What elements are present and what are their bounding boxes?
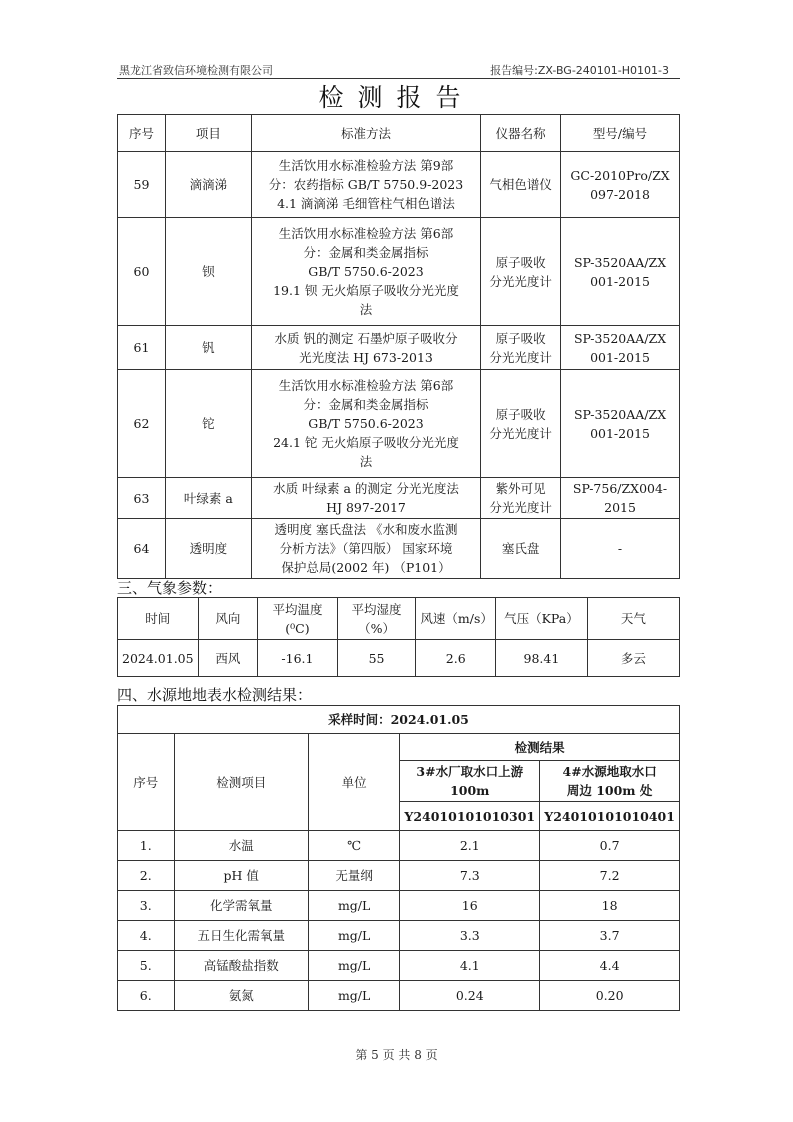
wx-time: 2024.01.05: [118, 640, 199, 677]
row-method: [251, 218, 481, 326]
wr-v1: 16: [400, 891, 540, 921]
row-method-line: 水质 叶绿素 a 的测定 分光光度法: [273, 481, 459, 496]
water-results-table: [117, 705, 680, 1011]
row-model: [561, 326, 680, 370]
wr-site1-l2: 100m: [450, 783, 490, 798]
wx-temp: -16.1: [258, 640, 338, 677]
wr-item: 水温: [174, 831, 308, 861]
wr-header-item: 检测项目: [174, 734, 308, 831]
row-no: 61: [118, 326, 166, 370]
wr-code1: Y24010101010301: [400, 802, 540, 831]
weather-table: [117, 597, 680, 677]
row-no: 64: [118, 519, 166, 579]
row-model-line: -: [617, 541, 623, 556]
row-method-line: 透明度 塞氏盘法 《水和废水监测: [274, 522, 458, 537]
wr-no: 4.: [118, 921, 175, 951]
wx-header-time: 时间: [118, 598, 199, 640]
col-header-instrument: 仪器名称: [481, 115, 561, 152]
wr-no: 1.: [118, 831, 175, 861]
row-instrument-line: 塞氏盘: [501, 541, 540, 556]
row-instrument: [481, 370, 561, 478]
wr-site2-l1: 4#水源地取水口: [562, 764, 657, 779]
col-header-method: 标准方法: [251, 115, 481, 152]
sampling-time: 采样时间：2024.01.05: [118, 706, 680, 734]
row-instrument-line: 原子吸收: [495, 254, 546, 270]
weather-data-row: [118, 640, 680, 677]
wr-site1-l1: 3#水厂取水口上游: [416, 764, 524, 779]
row-method-line: 法: [359, 454, 373, 469]
row-no: 62: [118, 370, 166, 478]
wr-v1: 7.3: [400, 861, 540, 891]
row-model: [561, 478, 680, 519]
row-method-line: 19.1 钡 无火焰原子吸收分光光度: [273, 283, 459, 298]
row-instrument: [481, 478, 561, 519]
wr-no: 5.: [118, 951, 175, 981]
wr-v2: 7.2: [540, 861, 680, 891]
row-method-line: 分：农药指标 GB/T 5750.9-2023: [268, 177, 464, 192]
row-no: 63: [118, 478, 166, 519]
wr-unit: ℃: [308, 831, 399, 861]
row-model-line: GC-2010Pro/ZX: [570, 167, 670, 183]
row-method-line: 生活饮用水标准检验方法 第6部: [278, 226, 454, 241]
wx-header-wind-dir: 风向: [198, 598, 258, 640]
wr-header-site2: [540, 761, 680, 802]
wx-weather: 多云: [587, 640, 679, 677]
wr-unit: mg/L: [308, 951, 399, 981]
wr-item: 氨氮: [174, 981, 308, 1011]
row-instrument: [481, 326, 561, 370]
wx-wind-dir: 西风: [198, 640, 258, 677]
row-instrument-line: 分光光度计: [489, 349, 552, 365]
row-model-line: 001-2015: [590, 425, 650, 441]
row-model-line: SP-3520AA/ZX: [573, 330, 667, 346]
wr-no: 6.: [118, 981, 175, 1011]
row-method: [251, 326, 481, 370]
water-row: [118, 981, 680, 1011]
row-method-line: 24.1 铊 无火焰原子吸收分光光度: [273, 435, 459, 450]
row-method-line: 生活饮用水标准检验方法 第6部: [278, 378, 454, 393]
row-no: 60: [118, 218, 166, 326]
row-method: [251, 519, 481, 579]
wx-header-pressure: 气压（KPa）: [496, 598, 588, 640]
row-instrument-line: 分光光度计: [489, 273, 552, 289]
row-method-line: GB/T 5750.6-2023: [308, 416, 424, 431]
wr-header-site1: [400, 761, 540, 802]
col-header-model: 型号/编号: [561, 115, 680, 152]
water-row: [118, 891, 680, 921]
weather-section-heading: 三、气象参数：: [117, 579, 223, 597]
row-item: 铊: [165, 370, 251, 478]
row-method-line: 4.1 滴滴涕 毛细管柱气相色谱法: [277, 196, 455, 211]
water-row: [118, 831, 680, 861]
methods-row: [118, 218, 680, 326]
water-header-row-1: [118, 734, 680, 761]
wx-header-weather: 天气: [587, 598, 679, 640]
wr-v2: 0.7: [540, 831, 680, 861]
wr-header-unit: 单位: [308, 734, 399, 831]
row-model-line: 097-2018: [590, 186, 650, 202]
wx-header-temp: [258, 598, 338, 640]
row-item: 滴滴涕: [165, 152, 251, 218]
wr-unit: mg/L: [308, 891, 399, 921]
row-method-line: 分析方法》（第四版） 国家环境: [279, 541, 453, 556]
wr-unit: mg/L: [308, 921, 399, 951]
row-item: 钒: [165, 326, 251, 370]
row-model: [561, 519, 680, 579]
wr-v2: 3.7: [540, 921, 680, 951]
wx-humidity: 55: [337, 640, 416, 677]
wr-v2: 18: [540, 891, 680, 921]
wx-header-hum-l1: 平均湿度: [351, 601, 402, 617]
wr-unit: mg/L: [308, 981, 399, 1011]
wr-no: 3.: [118, 891, 175, 921]
page-footer: 第 5 页 共 8 页: [355, 1048, 438, 1062]
row-method-line: 分：金属和类金属指标: [303, 245, 429, 260]
row-method-line: GB/T 5750.6-2023: [308, 264, 424, 279]
wr-v1: 4.1: [400, 951, 540, 981]
row-method-line: 水质 钒的测定 石墨炉原子吸收分: [274, 330, 458, 346]
row-model: [561, 152, 680, 218]
methods-row: [118, 519, 680, 579]
row-method-line: 保护总局(2002 年) （P101）: [281, 560, 451, 575]
row-model-line: 001-2015: [590, 349, 650, 365]
methods-header-row: [118, 115, 680, 152]
row-instrument: [481, 519, 561, 579]
report-title: 检测报告: [318, 83, 475, 112]
methods-table: [117, 114, 680, 579]
row-instrument-line: 分光光度计: [489, 500, 552, 515]
water-row: [118, 951, 680, 981]
wr-v2: 4.4: [540, 951, 680, 981]
row-model-line: SP-3520AA/ZX: [573, 406, 667, 422]
row-item: 钡: [165, 218, 251, 326]
row-instrument-line: 气相色谱仪: [489, 177, 552, 192]
methods-row: [118, 478, 680, 519]
water-section-heading: 四、水源地地表水检测结果：: [117, 686, 313, 704]
report-number: 报告编号:ZX-BG-240101-H0101-3: [490, 64, 669, 77]
wr-v1: 3.3: [400, 921, 540, 951]
row-method-line: 光光度法 HJ 673-2013: [299, 349, 433, 365]
row-model: [561, 370, 680, 478]
wr-header-results: 检测结果: [400, 734, 680, 761]
row-model-line: SP-3520AA/ZX: [573, 254, 667, 270]
water-row: [118, 921, 680, 951]
row-model-line: SP-756/ZX004-: [572, 481, 668, 496]
row-method-line: 生活饮用水标准检验方法 第9部: [278, 158, 454, 173]
row-instrument-line: 原子吸收: [495, 406, 546, 422]
wx-pressure: 98.41: [496, 640, 588, 677]
row-item: 透明度: [165, 519, 251, 579]
row-item: 叶绿素 a: [165, 478, 251, 519]
row-no: 59: [118, 152, 166, 218]
methods-row: [118, 370, 680, 478]
row-method-line: 分：金属和类金属指标: [303, 397, 429, 412]
wr-unit: 无量纲: [308, 861, 399, 891]
wr-code2: Y24010101010401: [540, 802, 680, 831]
company-name: 黑龙江省致信环境检测有限公司: [119, 64, 273, 77]
row-model-line: 001-2015: [590, 273, 650, 289]
row-instrument: [481, 152, 561, 218]
water-row: [118, 861, 680, 891]
wr-v1: 0.24: [400, 981, 540, 1011]
weather-header-row: [118, 598, 680, 640]
row-instrument-line: 分光光度计: [489, 425, 552, 441]
row-model: [561, 218, 680, 326]
wx-header-temp-l1: 平均温度: [272, 601, 323, 617]
wx-header-humidity: [337, 598, 416, 640]
row-method-line: 法: [359, 302, 373, 317]
wr-item: 化学需氧量: [174, 891, 308, 921]
row-method-line: HJ 897-2017: [326, 500, 406, 515]
row-instrument: [481, 218, 561, 326]
col-header-no: 序号: [118, 115, 166, 152]
sampling-time-row: [118, 706, 680, 734]
row-instrument-line: 原子吸收: [495, 330, 546, 346]
wr-no: 2.: [118, 861, 175, 891]
methods-row: [118, 152, 680, 218]
col-header-item: 项目: [165, 115, 251, 152]
wr-site2-l2: 周边 100m 处: [566, 783, 653, 798]
wr-item: 五日生化需氧量: [174, 921, 308, 951]
wr-v2: 0.20: [540, 981, 680, 1011]
row-method: [251, 478, 481, 519]
wx-header-wind-speed: 风速（m/s）: [416, 598, 496, 640]
methods-row: [118, 326, 680, 370]
wx-wind-speed: 2.6: [416, 640, 496, 677]
wx-header-temp-l2: (⁰C): [285, 620, 310, 636]
wr-item: 高锰酸盐指数: [174, 951, 308, 981]
wx-header-hum-l2: （%）: [358, 620, 395, 636]
wr-item: pH 值: [174, 861, 308, 891]
row-model-line: 2015: [604, 500, 636, 515]
wr-v1: 2.1: [400, 831, 540, 861]
row-method: [251, 370, 481, 478]
row-instrument-line: 紫外可见: [495, 481, 546, 496]
row-method: [251, 152, 481, 218]
wr-header-no: 序号: [118, 734, 175, 831]
